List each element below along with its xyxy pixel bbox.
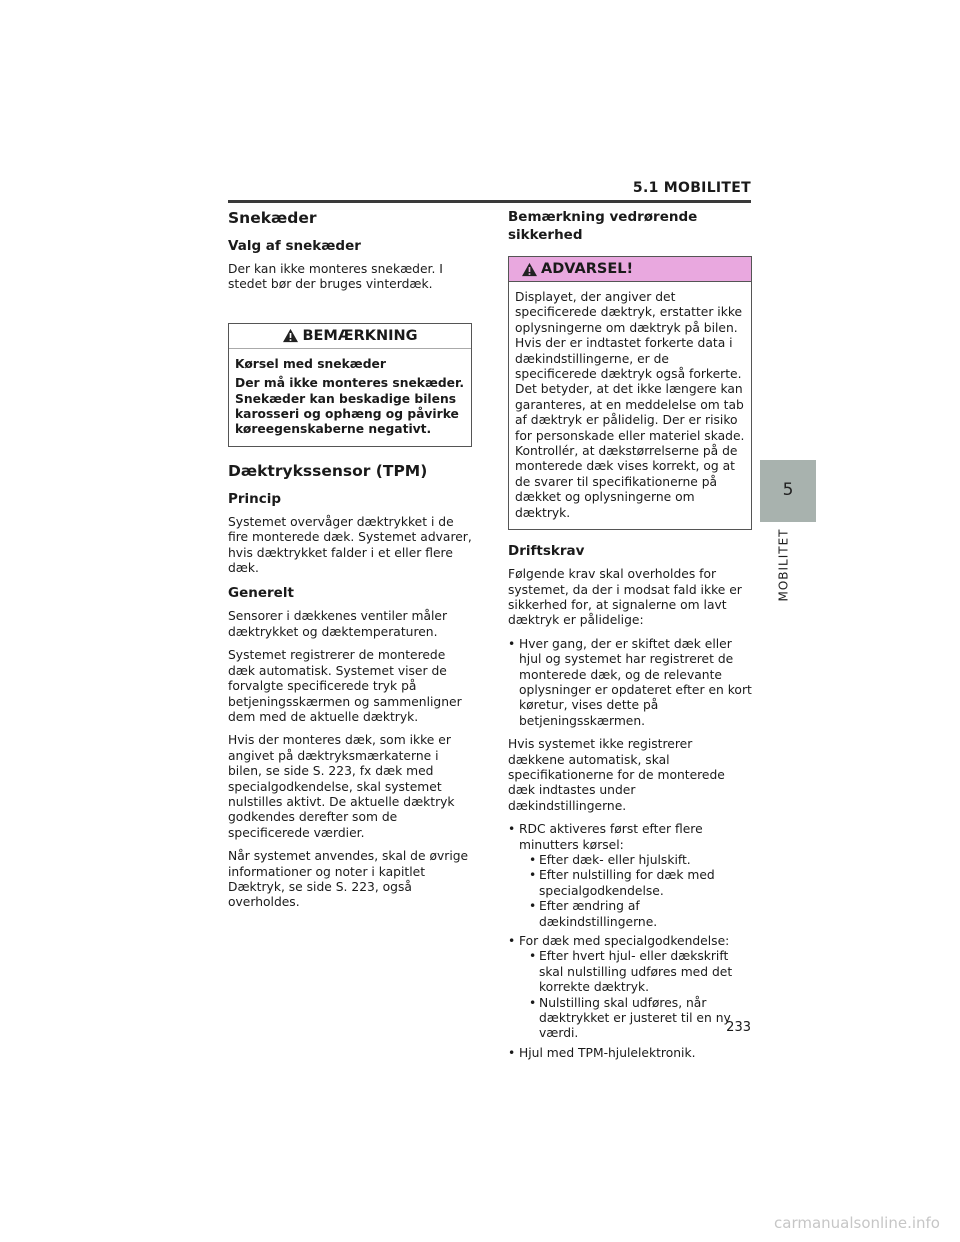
generelt-paragraph-1: Sensorer i dækkenes ventiler måler dæktrykket og dæktemperaturen. — [228, 609, 448, 639]
warning-box-title: ADVARSEL! — [541, 261, 634, 277]
warning-box — [508, 256, 752, 530]
note-box-body — [229, 349, 471, 446]
driftskrav-mid-text: Hvis systemet ikke registrerer dækkene automatisk, skal specifikationerne for de monterede dæk indtastes under dækindstillingerne. — [508, 737, 725, 813]
warning-triangle-icon — [282, 328, 299, 343]
princip-title: Princip — [228, 490, 282, 507]
note-box-text: Der må ikke monteres snekæder. Snekæder kan beskadige bilens karosseri og ophæng og påvirke køreegenskaberne negativt. — [235, 376, 464, 437]
header-rule — [228, 200, 751, 203]
list-item-text: For dæk med specialgodkendelse: — [519, 934, 730, 949]
note-box — [228, 323, 472, 447]
list-item: • Hver gang, der er skiftet dæk eller hjul og systemet har registreret de monterede dæk, og de relevante oplysninger er opdateret efter en kort køretur, vises dette på betjeningsskærmen. — [508, 637, 752, 729]
watermark: carmanualsonline.info — [774, 1214, 940, 1232]
safety-title: Bemærkning vedrørende sikkerhed — [508, 209, 698, 243]
page-number: 233 — [726, 1020, 751, 1035]
note-box-header — [229, 324, 471, 349]
note-box-title: BEMÆRKNING — [302, 327, 418, 344]
chapter-tab-number: 5 — [782, 480, 794, 500]
sub-list-item: • Efter dæk- eller hjulskift. — [529, 853, 752, 868]
generelt-title: Generelt — [228, 585, 294, 602]
warning-box-body — [509, 282, 751, 529]
chapter-tab-label: MOBILITET — [777, 528, 792, 602]
list-item-text: RDC aktiveres først efter flere minutters kørsel: — [519, 822, 703, 852]
chapter-tab-label-wrap — [774, 525, 794, 605]
tpm-title: Dæktrykssensor (TPM) — [228, 461, 428, 480]
list-item — [508, 822, 752, 930]
sub-list-item: • Efter nulstilling for dæk med specialgodkendelse. — [529, 868, 752, 899]
driftskrav-title: Driftskrav — [508, 543, 585, 560]
generelt-paragraph-3: Hvis der monteres dæk, som ikke er angivet på dæktryksmærkaterne i bilen, se side S. 223, fx dæk med specialgodkendelse, skal systemet nulstilles aktivt. De aktuelle dæktryk godkendes derefter som de specificerede værdier. — [228, 733, 455, 840]
snow-chains-text: Der kan ikke monteres snekæder. I stedet bør der bruges vinterdæk. — [228, 262, 443, 292]
generelt-paragraph-2: Systemet registrerer de monterede dæk automatisk. Systemet viser de forvalgte specificerede tryk på betjeningsskærmen og sammenligner dem med de aktuelle dæktryk. — [228, 648, 462, 724]
warning-triangle-icon — [521, 262, 538, 277]
right-column — [508, 208, 752, 1069]
note-box-heading: Kørsel med snekæder — [235, 356, 386, 371]
snow-chains-subtitle: Valg af snekæder — [228, 238, 361, 254]
sub-list-item: • Efter hvert hjul- eller dækskrift skal nulstilling udføres med det korrekte dæktryk. — [529, 949, 752, 995]
warning-box-text: Displayet, der angiver det specificerede dæktryk, erstatter ikke oplysningerne om dæktryk på bilen. Hvis der er indtastet forkerte data i dækindstillingerne, er de specificerede dæktryk også forkerte. Det betyder, at det ikke længere kan garanteres, at en meddelelse om tab af dæktryk er pålidelig. Der er risiko for personskade eller materiel skade. Kontrollér, at dækstørrelserne på de monterede dæk vises korrekt, og at de svarer til specifikationerne på dækket og oplysningerne om dæktryk. — [515, 290, 745, 520]
sub-list-item: • Nulstilling skal udføres, når dæktrykket er justeret til en ny værdi. — [529, 996, 752, 1042]
snow-chains-title: Snekæder — [228, 209, 317, 227]
section-header: 5.1 MOBILITET — [632, 180, 751, 196]
sub-list — [519, 853, 752, 930]
warning-box-header — [509, 257, 751, 282]
sub-list-item: • Efter ændring af dækindstillingerne. — [529, 899, 752, 930]
left-column — [228, 208, 472, 919]
generelt-paragraph-4: Når systemet anvendes, skal de øvrige informationer og noter i kapitlet Dæktryk, se side S. 223, også overholdes. — [228, 849, 469, 910]
princip-text: Systemet overvåger dæktrykket i de fire monterede dæk. Systemet advarer, hvis dæktrykket falder i et eller flere dæk. — [228, 514, 472, 576]
driftskrav-intro: Følgende krav skal overholdes for systemet, da der i modsat fald ikke er sikkerhed for, at signalerne om lavt dæktryk er pålidelige: — [508, 567, 742, 628]
driftskrav-list-1 — [508, 637, 752, 729]
list-item: • Hjul med TPM-hjulelektronik. — [508, 1046, 752, 1061]
